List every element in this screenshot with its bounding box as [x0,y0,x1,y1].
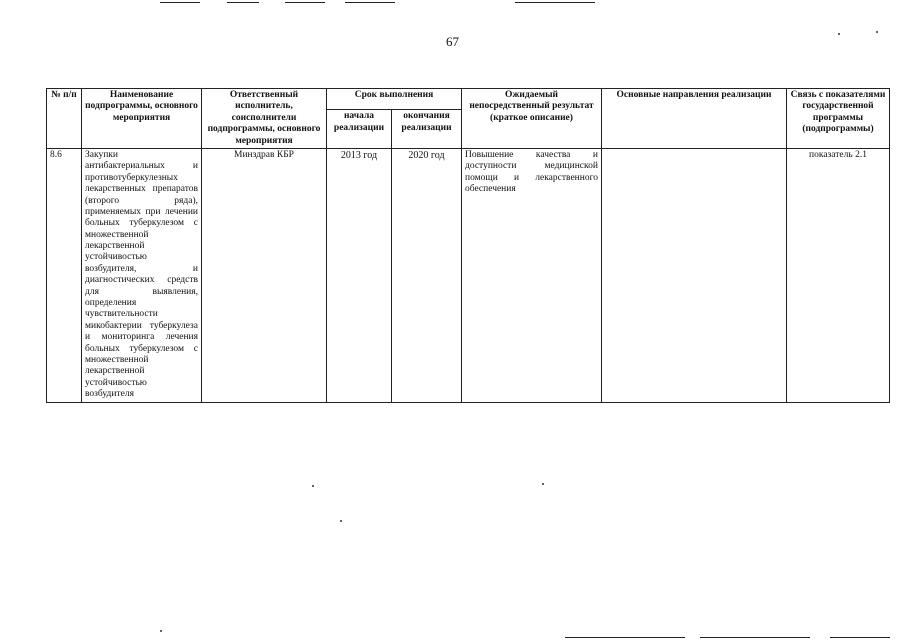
header-term: Срок выполнения [327,89,462,110]
header-row [47,89,890,110]
scan-artifact-line [515,2,595,3]
scan-artifact-line [565,637,685,638]
header-name: Наименование подпрограммы, основного мероприятия [82,89,202,149]
header-executor: Ответственный исполнитель, соисполнители подпрограммы, основного мероприятия [202,89,327,149]
scan-artifact-line [160,2,200,3]
scan-artifact-dot [160,630,162,632]
cell-end: 2020 год [392,148,462,402]
scan-artifact-line [345,2,395,3]
cell-result: Повышение качества и доступности медицинской помощи и лекарственного обеспечения [462,148,602,402]
header-end: окончания реализации [392,110,462,148]
cell-link: показатель 2.1 [787,148,890,402]
cell-start: 2013 год [327,148,392,402]
cell-executor: Минздрав КБР [202,148,327,402]
activities-table [46,88,890,403]
table-row [47,148,890,402]
scan-artifact-dot [876,31,878,33]
header-result: Ожидаемый непосредственный результат (краткое описание) [462,89,602,149]
scan-artifact-dot [312,485,314,487]
cell-directions [602,148,787,402]
header-start: начала реализации [327,110,392,148]
scan-artifact-dot [340,520,342,522]
scan-artifact-line [700,637,810,638]
header-link: Связь с показателями государственной программы (подпрограммы) [787,89,890,149]
scan-artifact-line [227,2,259,3]
header-directions: Основные направления реализации [602,89,787,149]
page-number: 67 [446,34,459,49]
scan-artifact-dot [542,483,544,485]
cell-num: 8.6 [47,148,82,402]
scan-artifact-line [285,2,325,3]
cell-name: Закупки антибактериальных и противотуберкулезных лекарственных препаратов (второго ряда), применяемых при лечении больных туберкулезом с множественной лекарственной устойчивостью возбудителя, и диагностических средств для выявления, определения чувствительности микобактерии туберкулеза и мониторинга лечения больных туберкулезом с множественной лекарственной устойчивостью возбудителя [82,148,202,402]
header-num: № п/п [47,89,82,149]
scan-artifact-line [830,637,890,638]
